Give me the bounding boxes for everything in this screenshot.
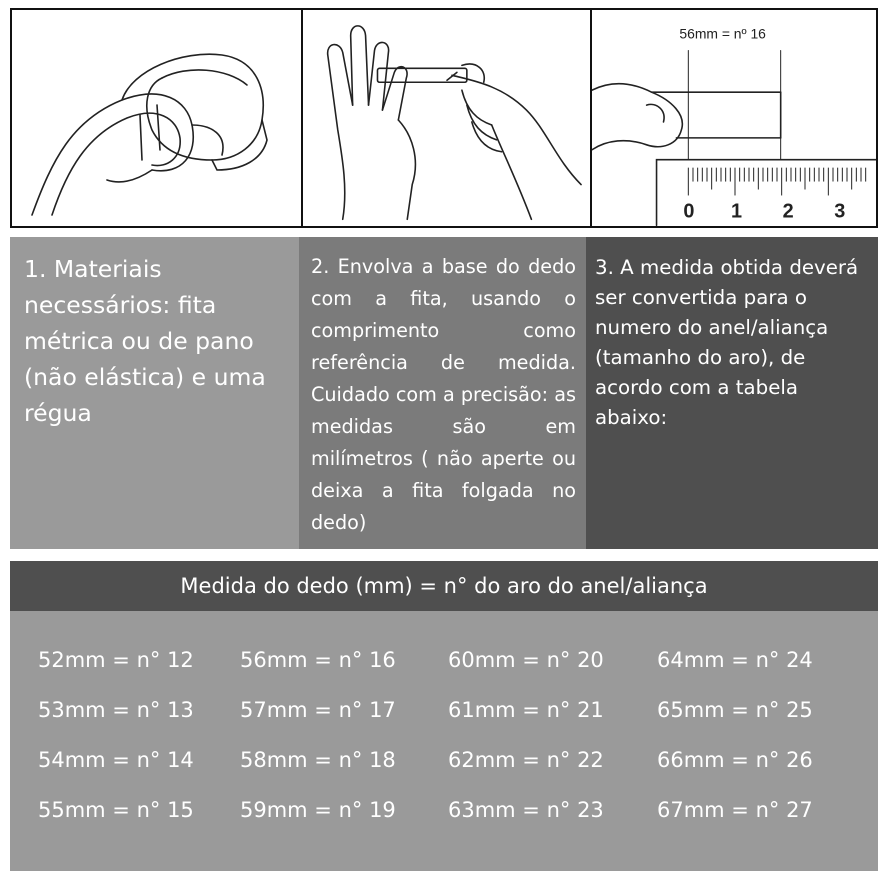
table-cell: 67mm = n° 27 [657, 798, 813, 822]
step-2 [299, 237, 586, 549]
size-table [10, 561, 878, 871]
step-3 [586, 237, 878, 549]
table-cell: 55mm = n° 15 [38, 798, 194, 822]
table-cell: 52mm = n° 12 [38, 648, 194, 672]
table-cell: 62mm = n° 22 [448, 748, 604, 772]
hand-wrapping-illustration [301, 10, 590, 226]
ruler-tick-2: 2 [782, 200, 794, 223]
step-1 [10, 237, 299, 549]
ruler-tick-0: 0 [683, 200, 695, 223]
tape-roll-icon [12, 10, 301, 226]
table-cell: 58mm = n° 18 [240, 748, 396, 772]
table-cell: 56mm = n° 16 [240, 648, 396, 672]
table-cell: 53mm = n° 13 [38, 698, 194, 722]
table-cell: 60mm = n° 20 [448, 648, 604, 672]
ruler-illustration [590, 10, 876, 226]
table-cell: 63mm = n° 23 [448, 798, 604, 822]
table-cell: 59mm = n° 19 [240, 798, 396, 822]
hands-icon [303, 10, 590, 226]
table-cell: 57mm = n° 17 [240, 698, 396, 722]
table-cell: 61mm = n° 21 [448, 698, 604, 722]
step-2-text: 2. Envolva a base do dedo com a fita, usando o comprimento como referência de medida. Cuidado com a precisão: as medidas são em milímetros ( não aperte ou deixa a fita folgada no dedo) [311, 255, 576, 534]
ruler-tick-3: 3 [834, 200, 846, 223]
table-cell: 64mm = n° 24 [657, 648, 813, 672]
measuring-tape-illustration [12, 10, 301, 226]
ruler-icon [592, 10, 876, 226]
instructions-row [10, 237, 878, 549]
table-cell: 65mm = n° 25 [657, 698, 813, 722]
table-cell: 66mm = n° 26 [657, 748, 813, 772]
table-header: Medida do dedo (mm) = n° do aro do anel/aliança [10, 561, 878, 611]
ruler-label: 56mm = nº 16 [679, 25, 766, 42]
illustration-row [10, 8, 878, 228]
table-cell: 54mm = n° 14 [38, 748, 194, 772]
ruler-tick-1: 1 [731, 200, 743, 223]
step-3-text: 3. A medida obtida deverá ser convertida para o numero do anel/aliança (tamanho do aro), de acordo com a tabela abaixo: [595, 256, 859, 429]
step-1-text: 1. Materiais necessários: fita métrica ou de pano (não elástica) e uma régua [24, 255, 266, 427]
